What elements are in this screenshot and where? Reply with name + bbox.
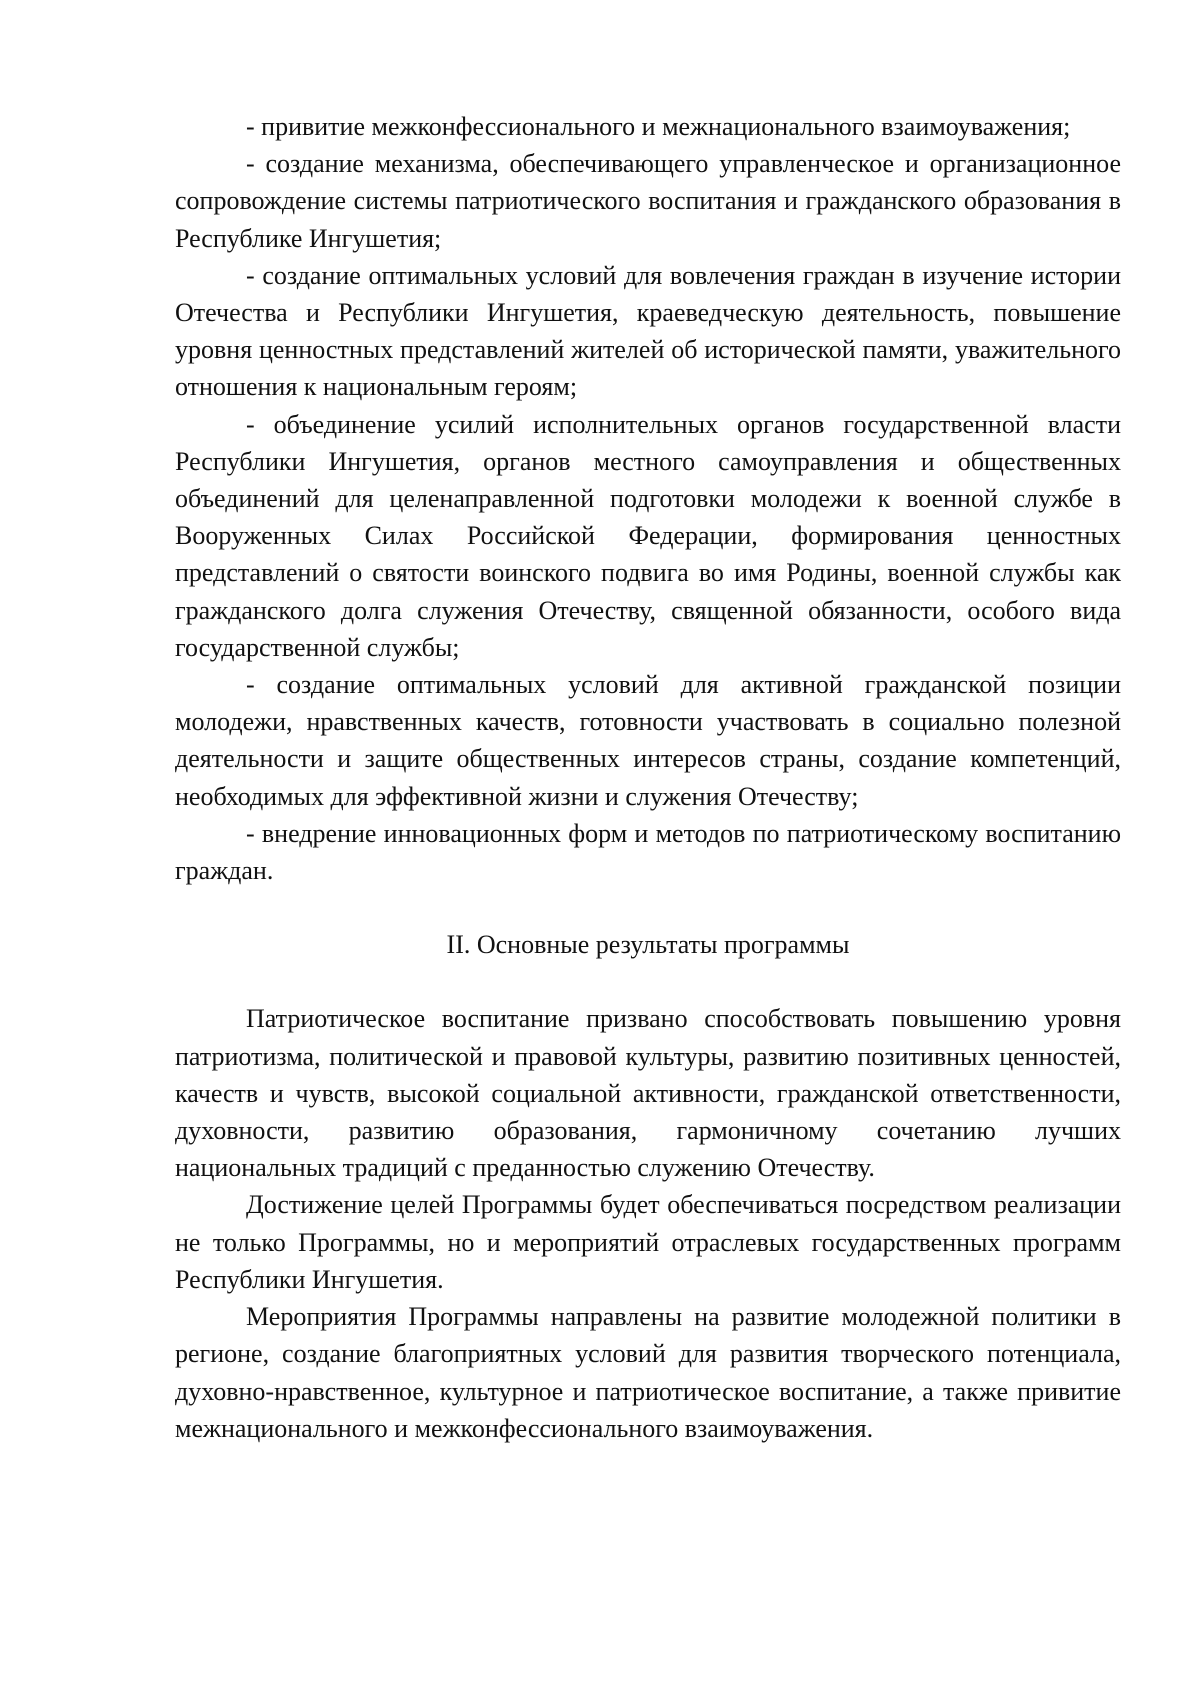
results-paragraph: Мероприятия Программы направлены на развитие молодежной политики в регионе, создание благоприятных условий для развития творческого потенциала, духовно-нравственное, культурное и патриотическое воспитание, а также привитие межнационального и межконфессионального взаимоуважения. (175, 1302, 1121, 1443)
results-paragraph: Патриотическое воспитание призвано способствовать повышению уровня патриотизма, политической и правовой культуры, развитию позитивных ценностей, качеств и чувств, высокой социальной активности, гражданской ответственности, духовности, развитию образования, гармоничному сочетанию лучших национальных традиций с преданностью служению Отечеству. (175, 1004, 1121, 1183)
document-page (175, 108, 1121, 1447)
objective-paragraph: - создание оптимальных условий для активной гражданской позиции молодежи, нравственных качеств, готовности участвовать в социально полезной деятельности и защите общественных интересов страны, создание компетенций, необходимых для эффективной жизни и служения Отечеству; (175, 670, 1121, 811)
objective-paragraph: - привитие межконфессионального и межнационального взаимоуважения; (246, 112, 1071, 141)
objective-paragraph: - создание оптимальных условий для вовлечения граждан в изучение истории Отечества и Республики Ингушетия, краеведческую деятельность, повышение уровня ценностных представлений жителей об исторической памяти, уважительного отношения к национальным героям; (175, 260, 1121, 402)
spacer (175, 889, 1121, 926)
objective-paragraph: - внедрение инновационных форм и методов по патриотическому воспитанию граждан. (175, 818, 1121, 886)
objective-paragraph: - объединение усилий исполнительных органов государственной власти Республики Ингушетия, органов местного самоуправления и общественных объединений для целенаправленной подготовки молодежи к военной службе в Вооруженных Силах Российской Федерации, формирования ценностных представлений о святости воинского подвига во имя Родины, военной службы как гражданского долга служения Отечеству, священной обязанности, особого вида государственной службы; (175, 409, 1121, 662)
spacer (175, 963, 1121, 1000)
section-heading: II. Основные результаты программы (446, 930, 850, 960)
objective-paragraph: - создание механизма, обеспечивающего управленческое и организационное сопровождение системы патриотического воспитания и гражданского образования в Республике Ингушетия; (175, 149, 1121, 253)
results-paragraph: Достижение целей Программы будет обеспечиваться посредством реализации не только Программы, но и мероприятий отраслевых государственных программ Республики Ингушетия. (175, 1190, 1121, 1294)
